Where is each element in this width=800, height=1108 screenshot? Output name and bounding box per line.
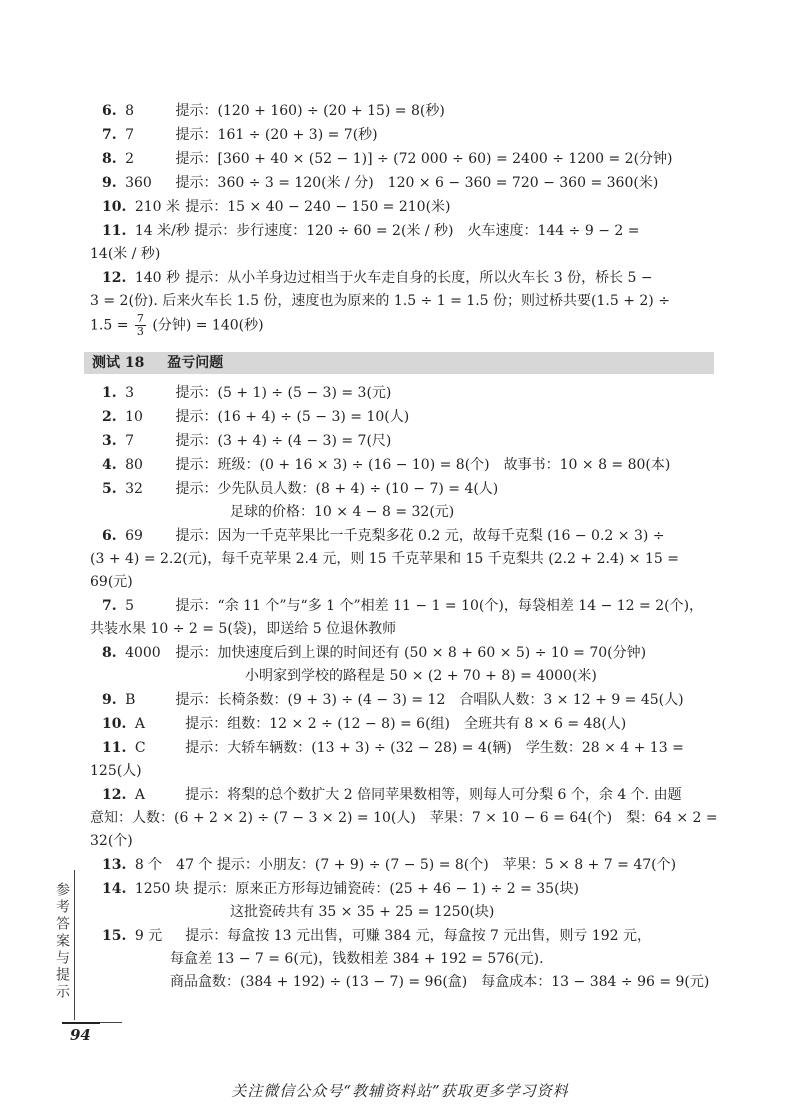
item-hint-cont: 125(人) <box>90 763 142 779</box>
item-answer: 2 <box>125 151 134 167</box>
item-answer: 14 米/秒 <box>134 223 190 239</box>
item-number: 8. <box>102 645 117 661</box>
item-number: 6. <box>102 528 117 544</box>
item-hint-fraction-line <box>90 313 710 338</box>
item-hint: 提示：[360 + 40 × (52 − 1)] ÷ (72 000 ÷ 60) = 2400 ÷ 1200 = 2(分钟) <box>175 151 673 167</box>
item-answer: 7 <box>125 127 134 143</box>
answer-item-5 <box>90 478 710 524</box>
item-number: 13. <box>102 857 127 873</box>
answer-item-1 <box>90 382 710 405</box>
item-answer: 4000 <box>125 645 161 661</box>
answer-item-9 <box>90 689 710 712</box>
answer-item-2 <box>90 406 710 429</box>
item-hint: 提示：组数：12 × 2 ÷ (12 − 8) = 6(组) 全班共有 8 × 6 = 48(人) <box>185 716 627 732</box>
item-answer: C <box>134 740 146 756</box>
page-number: 94 <box>62 1022 100 1046</box>
item-hint-cont: 共装水果 10 ÷ 2 = 5(袋)，即送给 5 位退休教师 <box>90 621 397 637</box>
item-hint: 提示：(3 + 4) ÷ (4 − 3) = 7(尺) <box>175 433 392 449</box>
item-number: 9. <box>102 692 117 708</box>
item-number: 7. <box>102 598 117 614</box>
item-hint: 提示：因为一千克苹果比一千克梨多花 0.2 元，故每千克梨 (16 − 0.2 × 3) ÷ <box>175 528 665 544</box>
answer-item-8 <box>90 642 710 688</box>
item-hint: 提示：360 ÷ 3 = 120(米 / 分) 120 × 6 − 360 = 720 − 360 = 360(米) <box>175 175 659 191</box>
item-hint-cont: 每盒差 13 − 7 = 6(元)，钱数相差 384 + 192 = 576(元). <box>170 951 544 967</box>
item-hint: 提示：班级：(0 + 16 × 3) ÷ (16 − 10) = 8(个) 故事书：10 × 8 = 80(本) <box>175 457 671 473</box>
item-hint: 提示：从小羊身边过相当于火车走自身的长度，所以火车长 3 份，桥长 5 − <box>185 270 653 286</box>
item-number: 11. <box>102 223 127 239</box>
item-answer: 140 秒 <box>134 270 180 286</box>
answer-item-top-10 <box>90 196 710 219</box>
answer-item-top-6 <box>90 100 710 123</box>
item-number: 8. <box>102 151 117 167</box>
fraction-denominator: 3 <box>136 325 144 338</box>
item-hint: 提示：少先队员人数：(8 + 4) ÷ (10 − 7) = 4(人) <box>175 481 499 497</box>
item-hint-cont: 这批瓷砖共有 35 × 35 + 25 = 1250(块) <box>230 904 495 920</box>
sidebar-label: 参考答案与提示 <box>54 882 70 1001</box>
item-hint: 提示：15 × 40 − 240 − 150 = 210(米) <box>185 199 451 215</box>
answer-item-top-9 <box>90 172 710 195</box>
item-number: 11. <box>102 740 127 756</box>
item-hint-cont: 3 = 2(份). 后来火车长 1.5 份，速度也为原来的 1.5 ÷ 1 = 1.5 份；则过桥共要(1.5 + 2) ÷ <box>90 293 670 309</box>
item-answer: 360 <box>125 175 152 191</box>
item-hint: 提示：将梨的总个数扩大 2 倍同苹果数相等，则每人可分梨 6 个，余 4 个. 由题 <box>185 787 682 803</box>
item-number: 9. <box>102 175 117 191</box>
item-hint: 提示：(5 + 1) ÷ (5 − 3) = 3(元) <box>175 385 392 401</box>
item-answer: 8 个 47 个 <box>134 857 213 873</box>
answer-item-14 <box>90 878 710 924</box>
answer-item-15 <box>90 925 710 994</box>
item-number: 12. <box>102 787 127 803</box>
item-number: 10. <box>102 199 127 215</box>
item-hint: 提示：步行速度：120 ÷ 60 = 2(米 / 秒) 火车速度：144 ÷ 9 − 2 = <box>194 223 640 239</box>
answer-content <box>90 100 718 995</box>
item-number: 6. <box>102 103 117 119</box>
item-answer: 1250 块 <box>134 881 189 897</box>
item-answer: B <box>125 692 136 708</box>
item-number: 14. <box>102 881 127 897</box>
item-number: 3. <box>102 433 117 449</box>
item-answer: 8 <box>125 103 134 119</box>
item-hint-cont: 32(个) <box>90 833 133 849</box>
item-hint: 提示：每盒按 13 元出售，可赚 384 元，每盒按 7 元出售，则亏 192 元， <box>185 928 652 944</box>
answer-item-top-8 <box>90 148 710 171</box>
answer-item-7 <box>90 595 710 641</box>
item-hint-cont: 商品盒数：(384 + 192) ÷ (13 − 7) = 96(盒) 每盒成本：13 − 384 ÷ 96 = 9(元) <box>170 974 710 990</box>
item-hint: 提示：(120 + 160) ÷ (20 + 15) = 8(秒) <box>175 103 445 119</box>
item-hint-cont: 14(米 / 秒) <box>90 246 161 262</box>
item-answer: 210 米 <box>134 199 180 215</box>
answer-item-4 <box>90 454 710 477</box>
item-hint: 提示：(16 + 4) ÷ (5 − 3) = 10(人) <box>175 409 410 425</box>
fraction-prefix: 1.5 = <box>90 317 129 334</box>
answer-item-top-7 <box>90 124 710 147</box>
item-number: 12. <box>102 270 127 286</box>
item-answer: A <box>134 716 145 732</box>
item-number: 4. <box>102 457 117 473</box>
answer-item-13 <box>90 854 710 877</box>
answer-item-12 <box>90 784 718 853</box>
answer-item-10 <box>90 713 710 736</box>
answer-item-6 <box>90 525 710 594</box>
section-header <box>84 352 714 374</box>
item-number: 15. <box>102 928 127 944</box>
section-label: 测试 18 <box>92 355 145 371</box>
item-hint: 提示：大轿车辆数：(13 + 3) ÷ (32 − 28) = 4(辆) 学生数：28 × 4 + 13 = <box>185 740 684 756</box>
item-hint-cont: 意知：人数：(6 + 2 × 2) ÷ (7 − 3 × 2) = 10(人) 苹果：7 × 10 − 6 = 64(个) 梨：64 × 2 = <box>90 810 718 826</box>
footer-note: 关注微信公众号“教辅资料站”获取更多学习资料 <box>231 1082 569 1100</box>
item-number: 10. <box>102 716 127 732</box>
item-number: 1. <box>102 385 117 401</box>
item-answer: 32 <box>125 481 143 497</box>
answer-item-top-12 <box>90 267 710 338</box>
item-hint-cont: 69(元) <box>90 574 133 590</box>
fraction-suffix: (分钟) = 140(秒) <box>152 317 264 334</box>
sidebar-tab <box>50 870 75 1020</box>
item-answer: A <box>134 787 145 803</box>
item-hint: 提示：加快速度后到上课的时间还有 (50 × 8 + 60 × 5) ÷ 10 = 70(分钟) <box>175 645 647 661</box>
item-answer: 80 <box>125 457 143 473</box>
item-number: 5. <box>102 481 117 497</box>
fraction-numerator: 7 <box>136 312 144 325</box>
item-hint: 提示：161 ÷ (20 + 3) = 7(秒) <box>175 127 378 143</box>
item-answer: 7 <box>125 433 134 449</box>
item-hint: 提示：原来正方形每边铺瓷砖：(25 + 46 − 1) ÷ 2 = 35(块) <box>193 881 579 897</box>
answer-item-top-11 <box>90 220 710 266</box>
item-hint: 提示：小朋友：(7 + 9) ÷ (7 − 5) = 8(个) 苹果：5 × 8 + 7 = 47(个) <box>216 857 677 873</box>
item-answer: 3 <box>125 385 134 401</box>
item-hint: 提示：长椅条数：(9 + 3) ÷ (4 − 3) = 12 合唱队人数：3 × 12 + 9 = 45(人) <box>175 692 684 708</box>
item-hint-cont: 小明家到学校的路程是 50 × (2 + 70 + 8) = 4000(米) <box>245 668 597 684</box>
answer-item-11 <box>90 737 710 783</box>
answer-item-3 <box>90 430 710 453</box>
item-hint-cont: 足球的价格：10 × 4 − 8 = 32(元) <box>230 504 455 520</box>
fraction <box>135 313 146 338</box>
item-answer: 69 <box>125 528 143 544</box>
item-answer: 9 元 <box>134 928 163 944</box>
item-hint-cont: (3 + 4) = 2.2(元)，每千克苹果 2.4 元，则 15 千克苹果和 15 千克梨共 (2.2 + 2.4) × 15 = <box>90 551 679 567</box>
item-hint: 提示：“余 11 个”与“多 1 个”相差 11 − 1 = 10(个)，每袋相差 14 − 12 = 2(个)， <box>175 598 704 614</box>
item-number: 2. <box>102 409 117 425</box>
item-answer: 10 <box>125 409 143 425</box>
section-title: 盈亏问题 <box>167 355 224 371</box>
item-answer: 5 <box>125 598 134 614</box>
item-number: 7. <box>102 127 117 143</box>
